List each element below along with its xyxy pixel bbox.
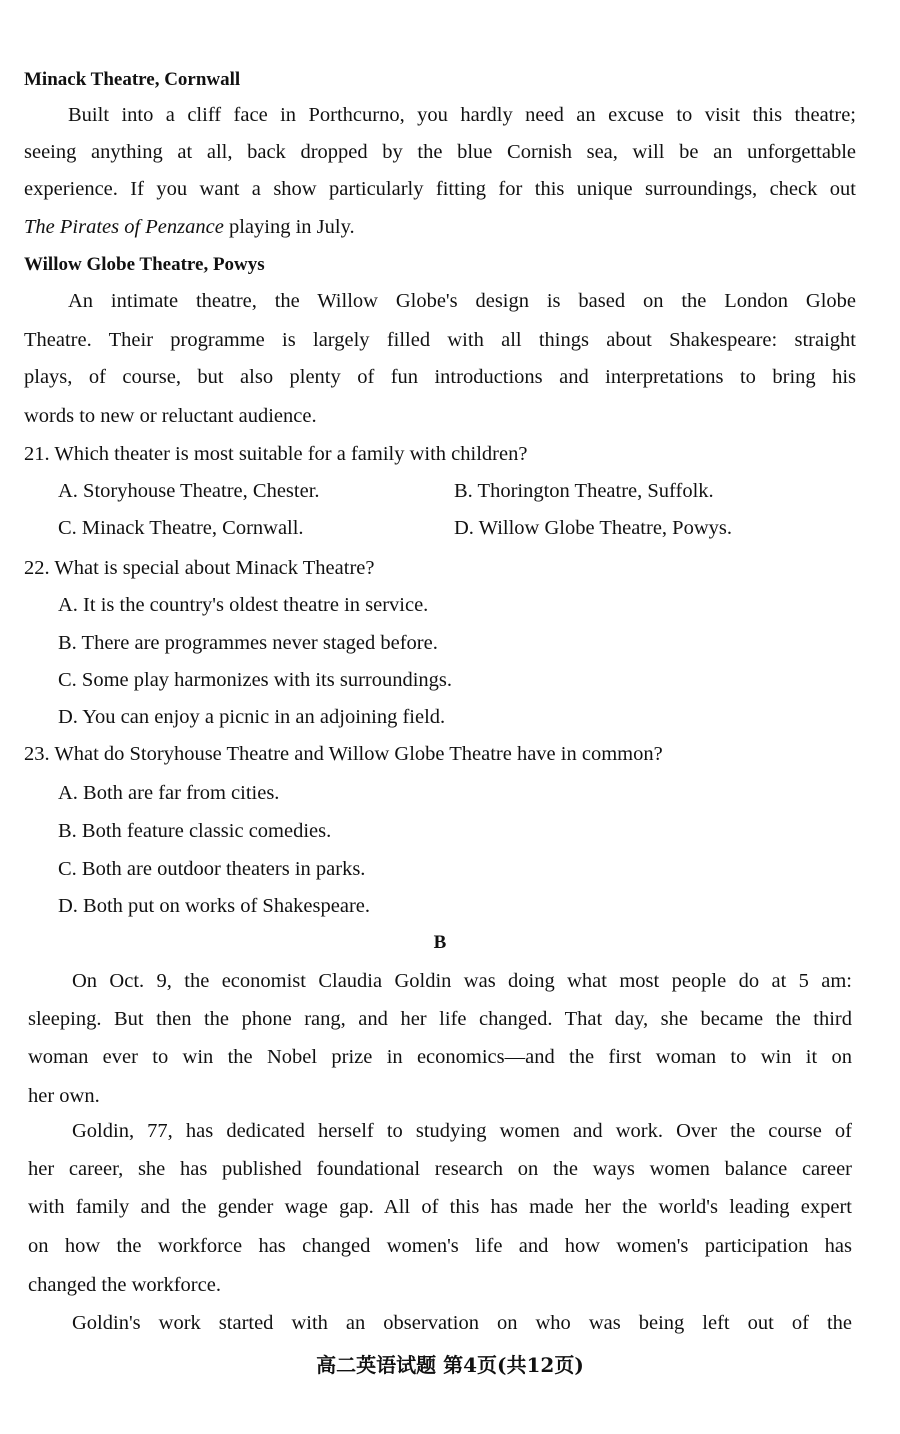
- minack-line-4: [24, 214, 355, 240]
- question-22-stem: 22. What is special about Minack Theatre?: [24, 557, 375, 579]
- question-22-option-c: C. Some play harmonizes with its surroundings.: [58, 669, 453, 691]
- b-p2-line-3: with family and the gender wage gap. All of this has made her the world's leading expert: [28, 1196, 852, 1218]
- page-footer: 高二英语试题 第4页(共12页): [316, 1353, 584, 1377]
- minack-line-2: seeing anything at all, back dropped by the blue Cornish sea, will be an unforgettable: [24, 141, 856, 163]
- question-22-option-b: B. There are programmes never staged before.: [58, 632, 438, 654]
- b-p1-line-3: woman ever to win the Nobel prize in economics—and the first woman to win it on: [28, 1046, 852, 1068]
- willow-heading: Willow Globe Theatre, Powys: [24, 254, 265, 275]
- question-23-option-a: A. Both are far from cities.: [58, 782, 280, 804]
- play-title: The Pirates of Penzance: [24, 216, 224, 238]
- b-p3-line-1: Goldin's work started with an observation on who was being left out of the: [72, 1312, 852, 1334]
- b-p2-line-4: on how the workforce has changed women's life and how women's participation has: [28, 1235, 852, 1257]
- b-p1-line-4: her own.: [28, 1085, 100, 1107]
- b-p2-line-5: changed the workforce.: [28, 1274, 221, 1296]
- willow-line-3: plays, of course, but also plenty of fun introductions and interpretations to bring his: [24, 366, 856, 388]
- question-23-stem: 23. What do Storyhouse Theatre and Willow Globe Theatre have in common?: [24, 743, 663, 765]
- b-p1-line-2: sleeping. But then the phone rang, and her life changed. That day, she became the third: [28, 1008, 852, 1030]
- question-21-option-a: A. Storyhouse Theatre, Chester.: [58, 480, 320, 502]
- question-21-option-b: B. Thorington Theatre, Suffolk.: [454, 480, 714, 502]
- question-22-option-a: A. It is the country's oldest theatre in service.: [58, 594, 429, 616]
- minack-line-4-rest: playing in July.: [223, 216, 355, 238]
- b-p1-line-1: On Oct. 9, the economist Claudia Goldin was doing what most people do at 5 am:: [72, 970, 852, 992]
- minack-line-3: experience. If you want a show particularly fitting for this unique surroundings, check out: [24, 178, 856, 200]
- question-21-stem: 21. Which theater is most suitable for a family with children?: [24, 443, 528, 465]
- question-23-option-c: C. Both are outdoor theaters in parks.: [58, 858, 366, 880]
- question-23-option-b: B. Both feature classic comedies.: [58, 820, 332, 842]
- question-23-option-d: D. Both put on works of Shakespeare.: [58, 895, 371, 917]
- minack-heading: Minack Theatre, Cornwall: [24, 69, 241, 90]
- willow-line-1: An intimate theatre, the Willow Globe's design is based on the London Globe: [68, 290, 856, 312]
- section-b-label: B: [433, 932, 447, 953]
- b-p2-line-2: her career, she has published foundational research on the ways women balance career: [28, 1158, 852, 1180]
- willow-line-2: Theatre. Their programme is largely filled with all things about Shakespeare: straight: [24, 329, 856, 351]
- b-p2-line-1: Goldin, 77, has dedicated herself to studying women and work. Over the course of: [72, 1120, 852, 1142]
- question-21-option-d: D. Willow Globe Theatre, Powys.: [454, 517, 732, 539]
- question-22-option-d: D. You can enjoy a picnic in an adjoining field.: [58, 706, 446, 728]
- willow-line-4: words to new or reluctant audience.: [24, 405, 317, 427]
- minack-line-1: Built into a cliff face in Porthcurno, you hardly need an excuse to visit this theatre;: [68, 104, 856, 126]
- question-21-option-c: C. Minack Theatre, Cornwall.: [58, 517, 304, 539]
